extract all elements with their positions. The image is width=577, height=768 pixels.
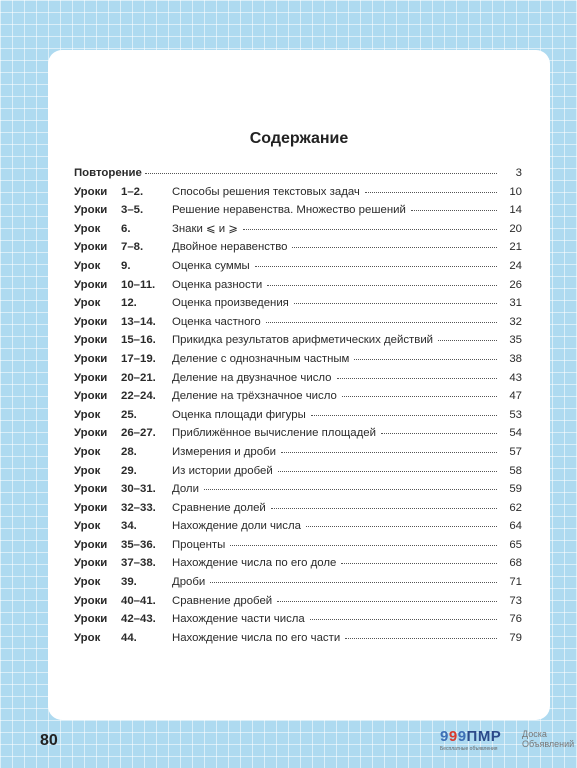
toc-page-number: 53 [509, 408, 522, 421]
toc-leader-dots [294, 302, 497, 304]
toc-entry [74, 406, 522, 425]
toc-entry-review [74, 164, 522, 183]
toc-leader-dots [365, 191, 497, 193]
toc-page-number: 32 [509, 315, 522, 328]
toc-topic: Оценка разности [172, 278, 263, 291]
toc-leader-dots [266, 321, 497, 323]
toc-topic: Из истории дробей [172, 464, 273, 477]
toc-lesson-number: 44. [121, 631, 137, 644]
toc-leader-dots [210, 581, 497, 583]
toc-lesson-kind: Уроки [74, 185, 108, 198]
toc-leader-dots [145, 172, 497, 174]
toc-leader-dots [204, 488, 497, 490]
toc-lesson-number: 15–16. [121, 334, 156, 347]
toc-leader-dots [278, 470, 497, 472]
toc-lesson-number: 34. [121, 520, 137, 533]
toc-lesson-kind: Уроки [74, 278, 108, 291]
toc-page-number: 76 [509, 613, 522, 626]
toc-lesson-number: 39. [121, 576, 137, 589]
toc-topic: Прикидка результатов арифметических действий [172, 334, 434, 347]
toc-entry [74, 350, 522, 369]
toc-leader-dots [271, 507, 497, 509]
toc-lesson-kind: Уроки [74, 427, 108, 440]
toc-page-number: 57 [509, 445, 522, 458]
toc-entry [74, 369, 522, 388]
toc-topic: Оценка суммы [172, 259, 250, 272]
toc-leader-dots [311, 414, 497, 416]
table-of-contents [74, 164, 522, 647]
toc-leader-dots [411, 209, 497, 211]
toc-leader-dots [306, 525, 497, 527]
toc-entry [74, 462, 522, 481]
toc-page-number: 20 [509, 222, 522, 235]
toc-entry [74, 536, 522, 555]
toc-page-number: 3 [515, 167, 522, 179]
toc-page-number: 62 [509, 501, 522, 514]
toc-entry [74, 592, 522, 611]
watermark-logo [440, 728, 575, 760]
toc-lesson-number: 9. [121, 259, 131, 272]
toc-leader-dots [230, 544, 497, 546]
toc-page-number: 38 [509, 352, 522, 365]
toc-page-number: 71 [509, 576, 522, 589]
toc-lesson-kind: Уроки [74, 204, 108, 217]
toc-lesson-kind: Уроки [74, 241, 108, 254]
toc-page-number: 54 [509, 427, 522, 440]
toc-lesson-number: 17–19. [121, 352, 156, 365]
toc-lesson-kind: Урок [74, 222, 101, 235]
toc-topic: Нахождение числа по его доле [172, 557, 337, 570]
toc-lesson-number: 12. [121, 297, 137, 310]
toc-entry [74, 443, 522, 462]
toc-entry [74, 220, 522, 239]
toc-leader-dots [310, 618, 497, 620]
toc-lesson-kind: Урок [74, 631, 101, 644]
toc-leader-dots [345, 637, 497, 639]
toc-lesson-kind: Уроки [74, 483, 108, 496]
toc-lesson-kind: Уроки [74, 594, 108, 607]
toc-leader-dots [341, 562, 497, 564]
toc-lesson-number: 37–38. [121, 557, 156, 570]
toc-lesson-number: 42–43. [121, 613, 156, 626]
toc-topic: Оценка частного [172, 315, 261, 328]
toc-page-number: 73 [509, 594, 522, 607]
toc-entry [74, 183, 522, 202]
toc-page-number: 47 [509, 390, 522, 403]
toc-page-number: 58 [509, 464, 522, 477]
toc-topic: Деление на трёхзначное число [172, 390, 337, 403]
toc-lesson-kind: Урок [74, 520, 101, 533]
toc-lesson-kind: Уроки [74, 538, 108, 551]
toc-lesson-number: 35–36. [121, 538, 156, 551]
toc-lesson-number: 28. [121, 445, 137, 458]
toc-topic: Нахождение числа по его части [172, 631, 341, 644]
watermark-side-text: Доска Объявлений [522, 729, 575, 749]
toc-entry [74, 294, 522, 313]
toc-lesson-number: 25. [121, 408, 137, 421]
toc-lesson-kind: Урок [74, 259, 101, 272]
toc-page-number: 64 [509, 520, 522, 533]
watermark-tagline: Бесплатные объявления [440, 746, 498, 752]
toc-lesson-number: 20–21. [121, 371, 156, 384]
toc-lesson-number: 7–8. [121, 241, 144, 254]
toc-lesson-kind: Уроки [74, 352, 108, 365]
toc-lesson-number: 26–27. [121, 427, 156, 440]
toc-entry [74, 313, 522, 332]
toc-lesson-number: 29. [121, 464, 137, 477]
toc-page-number: 14 [509, 204, 522, 217]
toc-topic: Способы решения текстовых задач [172, 185, 360, 198]
toc-lesson-number: 13–14. [121, 315, 156, 328]
toc-lesson-number: 22–24. [121, 390, 156, 403]
toc-topic: Нахождение доли числа [172, 520, 301, 533]
toc-leader-dots [243, 228, 497, 230]
toc-leader-dots [354, 358, 497, 360]
page-title: Содержание [249, 130, 349, 147]
toc-leader-dots [277, 600, 497, 602]
toc-lesson-number: 6. [121, 222, 131, 235]
toc-leader-dots [267, 284, 497, 286]
toc-page-number: 43 [509, 371, 522, 384]
toc-entry [74, 573, 522, 592]
toc-lesson-kind: Урок [74, 408, 101, 421]
toc-topic: Проценты [172, 538, 226, 551]
toc-lesson-kind: Уроки [74, 501, 108, 514]
page-number: 80 [40, 732, 58, 749]
toc-page-number: 65 [509, 538, 522, 551]
toc-leader-dots [337, 377, 498, 379]
toc-topic: Сравнение долей [172, 501, 266, 514]
toc-review-label: Повторение [74, 167, 142, 179]
toc-leader-dots [342, 395, 497, 397]
toc-lesson-kind: Уроки [74, 371, 108, 384]
toc-topic: Сравнение дробей [172, 594, 273, 607]
toc-lesson-number: 32–33. [121, 501, 156, 514]
toc-page-number: 79 [509, 631, 522, 644]
toc-lesson-kind: Уроки [74, 334, 108, 347]
toc-lesson-kind: Уроки [74, 613, 108, 626]
toc-lesson-number: 30–31. [121, 483, 156, 496]
toc-entry [74, 499, 522, 518]
toc-topic: Оценка произведения [172, 297, 289, 310]
toc-topic: Приближённое вычисление площадей [172, 427, 376, 440]
toc-lesson-kind: Уроки [74, 557, 108, 570]
toc-entry [74, 610, 522, 629]
toc-page-number: 26 [509, 278, 522, 291]
toc-entry [74, 554, 522, 573]
toc-page-number: 10 [509, 185, 522, 198]
toc-page-number: 24 [509, 259, 522, 272]
toc-lesson-number: 1–2. [121, 185, 144, 198]
toc-page-number: 31 [509, 297, 522, 310]
toc-leader-dots [292, 246, 497, 248]
toc-entry [74, 629, 522, 648]
toc-entry [74, 331, 522, 350]
toc-entry [74, 238, 522, 257]
toc-leader-dots [255, 265, 497, 267]
toc-topic: Деление с однозначным частным [172, 352, 350, 365]
toc-topic: Дроби [172, 576, 206, 589]
toc-topic: Доли [172, 483, 199, 496]
toc-topic: Деление на двузначное число [172, 371, 332, 384]
page-sheet [48, 50, 550, 720]
toc-topic: Оценка площади фигуры [172, 408, 306, 421]
toc-entry [74, 480, 522, 499]
toc-leader-dots [281, 451, 497, 453]
toc-entry [74, 517, 522, 536]
toc-entry [74, 424, 522, 443]
toc-entry [74, 201, 522, 220]
toc-lesson-kind: Урок [74, 576, 101, 589]
toc-lesson-kind: Уроки [74, 315, 108, 328]
toc-lesson-number: 10–11. [121, 278, 156, 291]
watermark-brand: 999ПМР [440, 728, 502, 745]
toc-leader-dots [381, 432, 497, 434]
toc-entry [74, 276, 522, 295]
toc-lesson-number: 40–41. [121, 594, 156, 607]
toc-topic: Знаки ⩽ и ⩾ [172, 222, 238, 235]
toc-entry [74, 257, 522, 276]
toc-page-number: 68 [509, 557, 522, 570]
toc-lesson-kind: Урок [74, 464, 101, 477]
toc-topic: Двойное неравенство [172, 241, 288, 254]
toc-lesson-kind: Урок [74, 445, 101, 458]
toc-leader-dots [438, 339, 497, 341]
toc-page-number: 21 [509, 241, 522, 254]
toc-page-number: 59 [509, 483, 522, 496]
toc-entry [74, 387, 522, 406]
toc-topic: Решение неравенства. Множество решений [172, 204, 406, 217]
toc-lesson-kind: Уроки [74, 390, 108, 403]
toc-lesson-number: 3–5. [121, 204, 144, 217]
toc-lesson-kind: Урок [74, 297, 101, 310]
toc-topic: Нахождение части числа [172, 613, 305, 626]
toc-topic: Измерения и дроби [172, 445, 276, 458]
toc-page-number: 35 [509, 334, 522, 347]
